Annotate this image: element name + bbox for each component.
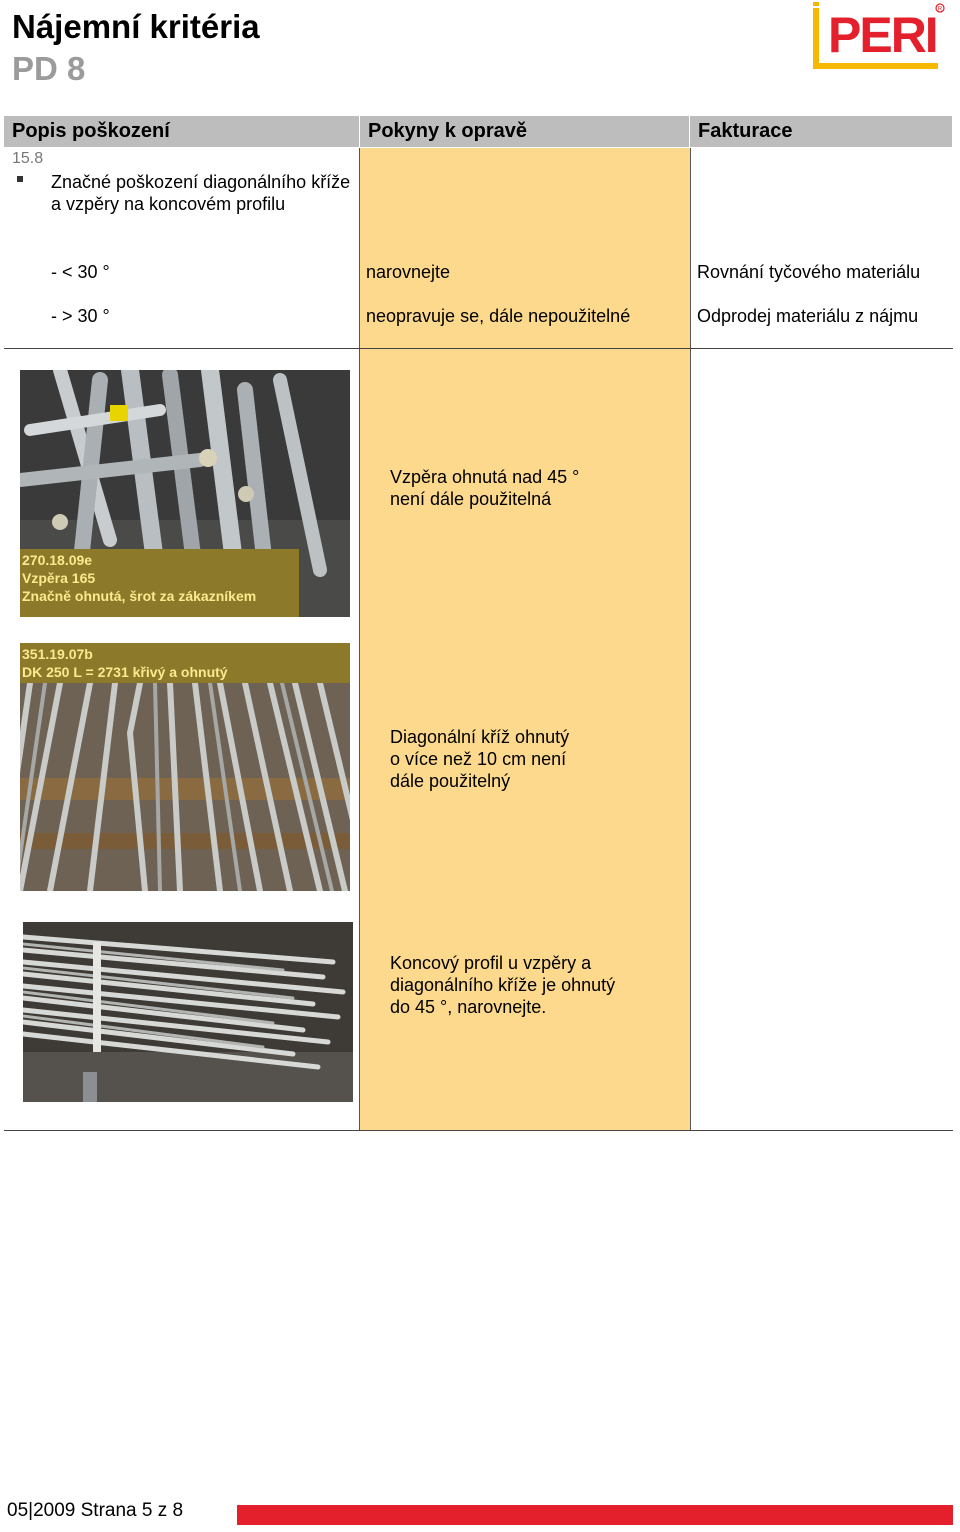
note-line: Vzpěra ohnutá nad 45 ° — [390, 467, 580, 487]
photo-bent-diagonal-cross — [20, 683, 350, 891]
footer-page: Strana 5 z 8 — [80, 1500, 184, 1521]
example-note-1 — [390, 466, 579, 510]
example-note-2 — [390, 726, 569, 792]
note-line: dále použitelný — [390, 771, 511, 791]
footer-date: 05|2009 — [7, 1500, 76, 1521]
footer-red-bar — [237, 1505, 953, 1525]
billing-1: Rovnání tyčového materiálu — [697, 262, 921, 282]
page-subtitle: PD 8 — [12, 50, 86, 87]
caption-line: 351.19.07b — [22, 646, 93, 662]
row-divider — [4, 348, 953, 349]
column-header-damage: Popis poškození — [4, 116, 360, 147]
svg-text:R: R — [937, 6, 943, 13]
photo-caption-2 — [20, 643, 350, 683]
peri-logo — [812, 0, 952, 72]
column-header-billing: Fakturace — [690, 116, 953, 147]
photo-end-profile — [23, 922, 353, 1102]
caption-line: Vzpěra 165 — [22, 570, 96, 586]
instruction-1: narovnejte — [366, 262, 451, 282]
caption-line: Značně ohnutá, šrot za zákazníkem — [22, 588, 257, 604]
note-line: Diagonální kříž ohnutý — [390, 727, 570, 747]
note-line: diagonálního kříže je ohnutý — [390, 975, 616, 995]
peri-logo-text: PERI — [828, 7, 937, 63]
caption-line: 270.18.09e — [22, 552, 93, 568]
column-divider — [359, 148, 360, 1130]
photo-caption-1 — [20, 549, 299, 617]
damage-description: Značné poškození diagonálního kříže a vzpěry na koncovém profilu — [51, 172, 351, 214]
note-line: není dále použitelná — [390, 489, 552, 509]
billing-2: Odprodej materiálu z nájmu — [697, 306, 919, 326]
section-number: 15.8 — [12, 150, 44, 167]
footer-page-info — [7, 1500, 183, 1522]
instruction-2: neopravuje se, dále nepoužitelné — [366, 306, 631, 326]
note-line: Koncový profil u vzpěry a — [390, 953, 592, 973]
note-line: do 45 °, narovnejte. — [390, 997, 547, 1017]
note-line: o více než 10 cm není — [390, 749, 567, 769]
condition-1: - < 30 ° — [51, 262, 110, 282]
row-divider — [4, 1130, 953, 1131]
caption-line: DK 250 L = 2731 křivý a ohnutý — [22, 664, 228, 680]
column-header-repair: Pokyny k opravě — [360, 116, 690, 147]
page-title: Nájemní kritéria — [12, 8, 260, 45]
condition-2: - > 30 ° — [51, 306, 110, 326]
example-note-3 — [390, 952, 615, 1018]
bullet-icon — [17, 176, 23, 182]
column-divider — [690, 148, 691, 1130]
